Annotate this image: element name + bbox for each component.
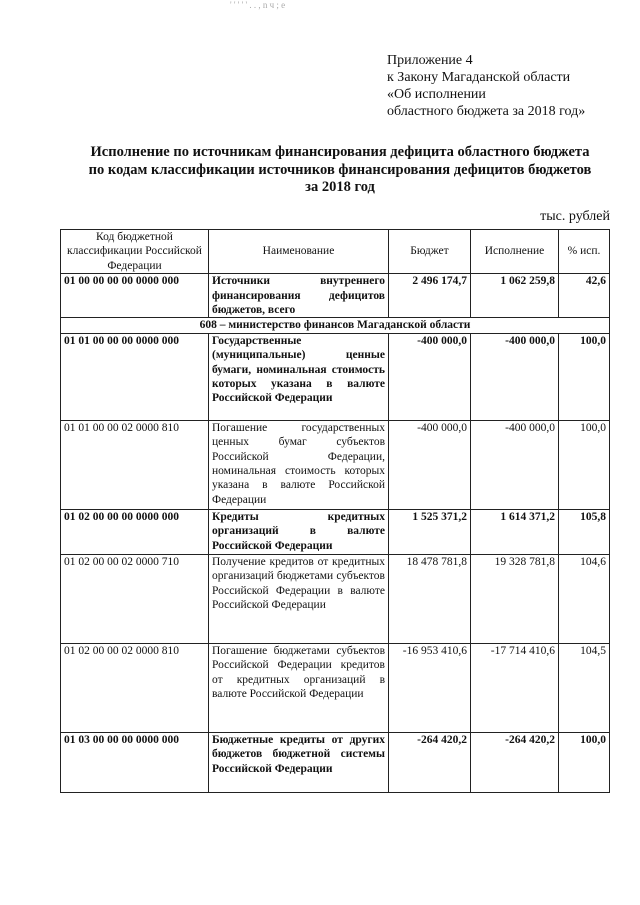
annex-line: к Закону Магаданской области xyxy=(387,70,571,85)
row-name: Получение кредитов от кредитных организаций бюджетами субъектов Российской Федерации в валюте Российской Федерации xyxy=(209,554,389,643)
document-title xyxy=(40,144,640,197)
row-execution: -400 000,0 xyxy=(471,333,559,420)
row-percent: 100,0 xyxy=(559,732,610,792)
row-budget: -16 953 410,6 xyxy=(389,643,471,732)
row-code: 01 02 00 00 02 0000 810 xyxy=(61,643,209,732)
row-code: 01 01 00 00 00 0000 000 xyxy=(61,333,209,420)
row-code: 01 00 00 00 00 0000 000 xyxy=(61,274,209,318)
header-name: Наименование xyxy=(209,230,389,274)
title-line: по кодам классификации источников финансирования дефицитов бюджетов xyxy=(88,161,592,178)
title-line: Исполнение по источникам финансирования дефицита областного бюджета xyxy=(90,144,590,160)
header-budget: Бюджет xyxy=(389,230,471,274)
table-header-row xyxy=(61,230,610,274)
row-budget: -264 420,2 xyxy=(389,732,471,792)
row-percent: 100,0 xyxy=(559,420,610,509)
units-label: тыс. рублей xyxy=(540,209,610,224)
budget-sources-table xyxy=(60,229,610,793)
table-row xyxy=(61,509,610,554)
row-budget: -400 000,0 xyxy=(389,420,471,509)
row-name: Погашение бюджетами субъектов Российской Федерации кредитов от кредитных организаций в валюте Российской Федерации xyxy=(209,643,389,732)
row-name: Кредиты кредитных организаций в валюте Российской Федерации xyxy=(209,509,389,554)
row-budget: 18 478 781,8 xyxy=(389,554,471,643)
table-row xyxy=(61,643,610,732)
row-code: 01 02 00 00 02 0000 710 xyxy=(61,554,209,643)
row-percent: 105,8 xyxy=(559,509,610,554)
row-execution: 1 614 371,2 xyxy=(471,509,559,554)
annex-line: областного бюджета за 2018 год» xyxy=(387,104,586,119)
row-name: Погашение государственных ценных бумаг субъектов Российской Федерации, номинальная стоимость которых указана в валюте Российской Федерации xyxy=(209,420,389,509)
row-name: Бюджетные кредиты от других бюджетов бюджетной системы Российской Федерации xyxy=(209,732,389,792)
table-row xyxy=(61,554,610,643)
header-percent: % исп. xyxy=(559,230,610,274)
row-budget: -400 000,0 xyxy=(389,333,471,420)
row-percent: 100,0 xyxy=(559,333,610,420)
table-row xyxy=(61,274,610,318)
title-line: за 2018 год xyxy=(305,179,375,195)
row-execution: -17 714 410,6 xyxy=(471,643,559,732)
row-code: 01 01 00 00 02 0000 810 xyxy=(61,420,209,509)
section-label: 608 – министерство финансов Магаданской области xyxy=(61,318,610,333)
row-execution: -400 000,0 xyxy=(471,420,559,509)
annex-line: Приложение 4 xyxy=(387,53,473,68)
row-execution: 19 328 781,8 xyxy=(471,554,559,643)
row-code: 01 03 00 00 00 0000 000 xyxy=(61,732,209,792)
row-execution: 1 062 259,8 xyxy=(471,274,559,318)
scan-artifact-mark: ' ' ' ' ' . . , n ч ; e xyxy=(230,0,286,10)
annex-line: «Об исполнении xyxy=(387,87,486,102)
table-row xyxy=(61,732,610,792)
row-execution: -264 420,2 xyxy=(471,732,559,792)
row-percent: 104,6 xyxy=(559,554,610,643)
header-code: Код бюджетной классификации Российской Федерации xyxy=(61,230,209,274)
row-budget: 2 496 174,7 xyxy=(389,274,471,318)
row-percent: 42,6 xyxy=(559,274,610,318)
row-percent: 104,5 xyxy=(559,643,610,732)
row-budget: 1 525 371,2 xyxy=(389,509,471,554)
table-row xyxy=(61,333,610,420)
header-execution: Исполнение xyxy=(471,230,559,274)
row-name: Государственные (муниципальные) ценные бумаги, номинальная стоимость которых указана в валюте Российской Федерации xyxy=(209,333,389,420)
table-row xyxy=(61,420,610,509)
annex-block xyxy=(387,52,585,120)
row-name: Источники внутреннего финансирования дефицитов бюджетов, всего xyxy=(209,274,389,318)
section-row xyxy=(61,318,610,333)
row-code: 01 02 00 00 00 0000 000 xyxy=(61,509,209,554)
